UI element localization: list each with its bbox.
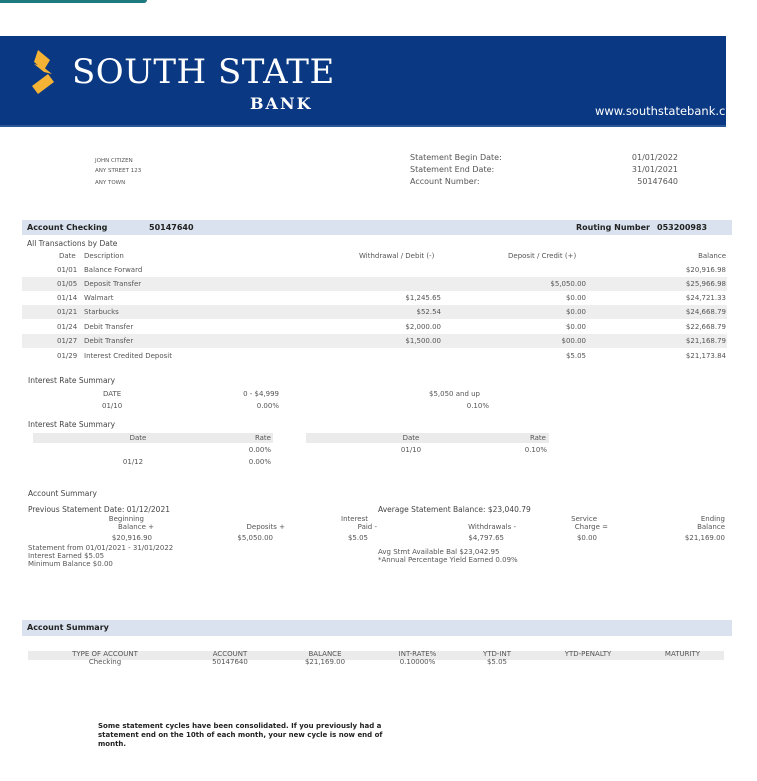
row-balance: $20,916.98 [685,266,726,274]
interest-col-tier1: 0 - $4,999 [243,390,279,398]
interest-paid-value: $5.05 [347,534,368,542]
row-balance: $21,168.79 [685,337,726,345]
right-date-value: 01/10 [400,446,422,454]
table-row [22,277,727,291]
row-balance: $25,966.98 [685,280,726,288]
interest-col-tier2: $5,050 and up [429,390,480,398]
row-deposit: $0.00 [565,308,586,316]
routing-number-label: Routing Number [576,223,650,232]
statement-end-value: 31/01/2021 [631,165,678,174]
account-bar [22,220,732,235]
interest-left-header [33,433,273,443]
top-tab-strip [0,0,147,3]
interest-col-date: DATE [103,390,122,398]
cell-type-of-account: Checking [88,658,122,666]
interest-tier1-rate: 0.00% [256,402,279,410]
row-balance: $24,668.79 [685,308,726,316]
beginning-label-2: Balance + [117,523,154,531]
transactions-title: All Transactions by Date [27,239,118,248]
account-summary-table-title: Account Summary [27,623,109,632]
table-row [22,305,727,319]
col-deposit: Deposit / Credit (+) [508,252,577,260]
row-date: 01/21 [57,308,78,316]
bank-subtitle: BANK [250,94,313,113]
row-date: 01/01 [57,266,78,274]
table-row [22,349,727,363]
left-col-rate: Rate [254,434,271,442]
row-date: 01/29 [57,352,78,360]
interest-paid-label: Interest [341,515,368,523]
table-row [22,263,727,277]
row-withdrawal: $1,245.65 [405,294,441,302]
row-date: 01/24 [57,323,78,331]
consolidation-note: Some statement cycles have been consolidated. If you previously had a statement end on the 10th of each month, your new cycle is now end of month. [98,722,383,748]
statement-period: Statement from 01/01/2021 - 31/01/2022 [28,544,174,552]
table-row [22,334,727,348]
col-withdrawal: Withdrawal / Debit (-) [359,252,435,260]
withdrawals-value: $4,797.65 [468,534,504,542]
row-description: Debit Transfer [84,337,134,345]
average-statement-balance: Average Statement Balance: $23,040.79 [378,505,531,514]
bank-name: SOUTH STATE [72,52,335,92]
row-deposit: $0.00 [565,323,586,331]
row-deposit: $5.05 [565,352,586,360]
ending-balance-value: $21,169.00 [684,534,725,542]
left-col-date: Date [129,434,147,442]
right-rate-value: 0.10% [524,446,547,454]
row-withdrawal: $1,500.00 [405,337,441,345]
col-account: ACCOUNT [212,650,248,658]
left-rate-value: 0.00% [248,446,271,454]
cell-ytd-int: $5.05 [486,658,508,666]
service-charge-label-2: Charge = [574,523,608,531]
row-date: 01/05 [57,280,78,288]
account-bar-number: 50147640 [149,223,194,232]
row-balance: $22,668.79 [685,323,726,331]
previous-statement-date: Previous Statement Date: 01/12/2021 [28,505,170,514]
customer-town: ANY TOWN [95,180,126,186]
withdrawals-label: Withdrawals - [468,523,516,531]
left-rate-value: 0.00% [248,458,271,466]
customer-name: JOHN CITIZEN [95,158,133,164]
ending-balance-label-2: Balance [697,523,725,531]
row-date: 01/14 [57,294,78,302]
bank-logo-icon [30,48,56,96]
row-withdrawal: $2,000.00 [405,323,441,331]
row-balance: $24,721.33 [685,294,726,302]
account-summary-bar [22,620,732,636]
col-date: Date [59,252,76,260]
row-deposit: $0.00 [565,294,586,302]
interest-date: 01/10 [102,402,123,410]
row-date: 01/27 [57,337,78,345]
right-col-date: Date [402,434,420,442]
statement-end-label: Statement End Date: [410,165,495,174]
deposits-value: $5,050.00 [237,534,273,542]
row-description: Starbucks [84,308,119,316]
row-deposit: $5,050.00 [550,280,586,288]
routing-number-value: 053200983 [657,223,708,232]
interest-summary-title: Interest Rate Summary [28,376,116,385]
interest-right-header [306,433,549,443]
row-description: Walmart [84,294,114,302]
transactions-header [22,249,727,263]
row-description: Deposit Transfer [84,280,142,288]
account-summary-title: Account Summary [28,489,97,498]
cell-balance: $21,169.00 [304,658,346,666]
deposits-label: Deposits + [246,523,285,531]
left-date-value: 01/12 [122,458,144,466]
col-ytd-int: YTD-INT [482,650,512,658]
minimum-balance: Minimum Balance $0.00 [28,560,113,568]
row-withdrawal: $52.54 [416,308,441,316]
avg-available-balance: Avg Stmt Available Bal $23,042.95 [378,548,500,556]
service-charge-label: Service [571,515,597,523]
interest-summary-2-title: Interest Rate Summary [28,420,116,429]
account-type-label: Account Checking [27,223,108,232]
col-balance: Balance [698,252,726,260]
col-description: Description [84,252,124,260]
service-charge-value: $0.00 [576,534,597,542]
interest-tier2-rate: 0.10% [466,402,489,410]
table-row [22,291,727,305]
col-int-rate: INT-RATE% [398,650,437,658]
interest-earned: Interest Earned $5.05 [28,552,105,560]
row-description: Interest Credited Deposit [84,352,172,360]
statement-begin-label: Statement Begin Date: [410,153,502,162]
right-col-rate: Rate [529,434,546,442]
account-number-value: 50147640 [637,177,678,186]
bank-website-link[interactable]: www.southstatebank.com [595,104,744,118]
statement-begin-value: 01/01/2022 [631,153,678,162]
row-balance: $21,173.84 [685,352,726,360]
customer-street: ANY STREET 123 [95,168,142,174]
ending-balance-label: Ending [700,515,725,523]
beginning-label: Beginning [108,515,144,523]
cell-int-rate: 0.10000% [399,658,436,666]
account-number-label: Account Number: [410,177,480,186]
table-row [22,320,727,334]
col-ytd-penalty: YTD-PENALTY [564,650,612,658]
row-description: Balance Forward [84,266,143,274]
row-deposit: $00.00 [561,337,586,345]
col-balance: BALANCE [308,650,342,658]
apy-earned: *Annual Percentage Yield Earned 0.09% [378,556,518,564]
row-description: Debit Transfer [84,323,134,331]
cell-account: 50147640 [212,658,248,666]
col-maturity: MATURITY [664,650,701,658]
interest-paid-label-2: Paid - [357,523,377,531]
col-type-of-account: TYPE OF ACCOUNT [72,650,138,658]
beginning-value: $20,916.90 [111,534,152,542]
